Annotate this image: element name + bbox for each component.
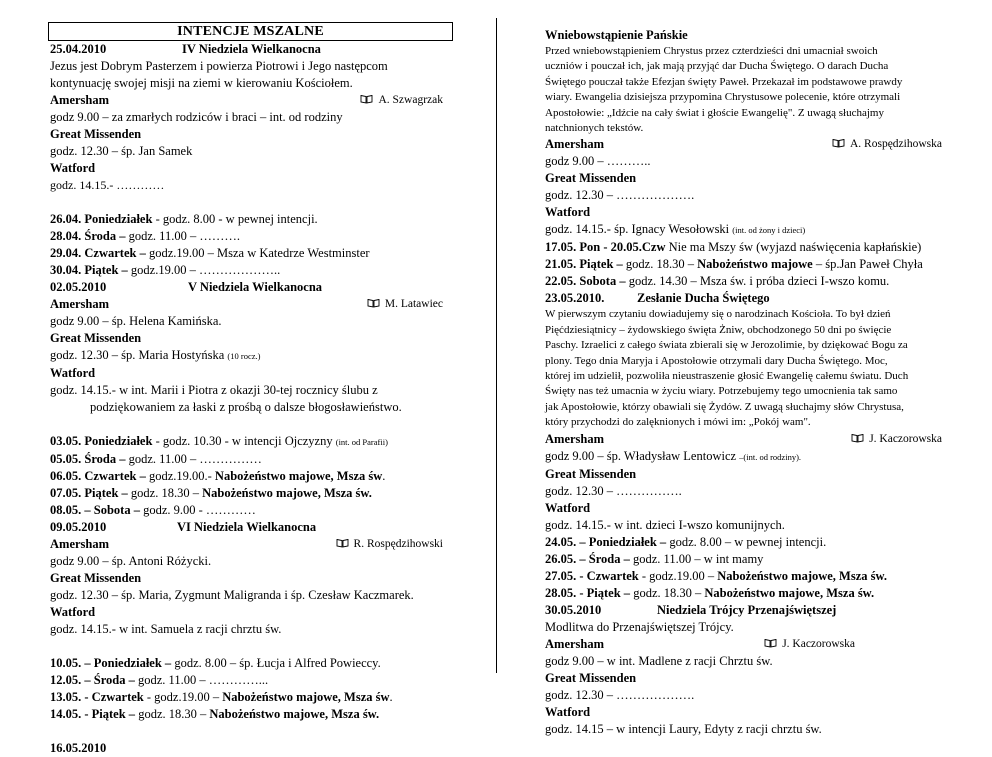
parish-name: Amersham	[50, 537, 110, 551]
weekday-row: 13.05. - Czwartek - godz.19.00 – Nabożeństwo majowe, Msza św.	[50, 690, 393, 704]
parish-name: Amersham	[50, 93, 110, 107]
column-divider	[496, 18, 497, 673]
weekday-row: 24.05. – Poniedziałek – godz. 8.00 – w pewnej intencji.	[545, 534, 827, 549]
mass-intention: godz. 14.15.- śp. Ignacy Wesołowski (int. od żony i dzieci)	[545, 222, 806, 237]
reading-text: kontynuację swojej misji na ziemi w kierowaniu Kościołem.	[50, 76, 353, 90]
reader-name: A. Szwagrzak	[360, 92, 443, 109]
mass-intention: godz. 14.15.- w int. Marii i Piotra z okazji 30-tej rocznicy ślubu z	[50, 383, 378, 397]
sunday-date: 16.05.2010	[50, 741, 107, 755]
weekday-row: 21.05. Piątek – godz. 18.30 – Nabożeństwo majowe – śp.Jan Paweł Chyła	[545, 257, 923, 272]
parish-name: Great Missenden	[545, 171, 637, 186]
weekday-row: 26.05. – Środa – godz. 11.00 – w int mamy	[545, 551, 764, 566]
sunday-name: Zesłanie Ducha Świętego	[637, 291, 770, 306]
mass-intention: godz. 14.15.- …………	[50, 178, 165, 192]
book-icon	[336, 538, 349, 548]
mass-intention: godz 9.00 – śp. Helena Kamińska.	[50, 314, 222, 328]
mass-intention: godz. 14.15 – w intencji Laury, Edyty z racji chrztu św.	[545, 721, 822, 736]
mass-intention: godz. 12.30 – śp. Maria, Zygmunt Maligranda i śp. Czesław Kaczmarek.	[50, 588, 414, 602]
sunday-name: VI Niedziela Wielkanocna	[177, 520, 317, 534]
mass-intention: godz 9.00 – śp. Władysław Lentowicz –(int. od rodziny).	[545, 448, 802, 463]
weekday-row: 05.05. Środa – godz. 11.00 – ……………	[50, 452, 262, 466]
sunday-date: 23.05.2010.	[545, 291, 605, 306]
left-column	[50, 22, 455, 757]
weekday-row: 14.05. - Piątek – godz. 18.30 – Nabożeństwo majowe, Msza św.	[50, 707, 380, 721]
sunday-header	[50, 519, 455, 536]
parish-row	[50, 92, 455, 109]
reader-name: J. Kaczorowska	[851, 431, 942, 448]
sunday-header	[50, 41, 455, 58]
parish-row	[50, 296, 455, 313]
mass-intention: godz. 12.30 – śp. Jan Samek	[50, 144, 193, 158]
mass-intention: godz. 14.15.- w int. dzieci I-wszo komunijnych.	[545, 517, 785, 532]
mass-intention: godz 9.00 – w int. Madlene z racji Chrztu św.	[545, 653, 773, 668]
sunday-date: 30.05.2010	[545, 602, 602, 617]
parish-name: Great Missenden	[50, 331, 142, 345]
weekday-row: 12.05. – Środa – godz. 11.00 – …………...	[50, 673, 269, 687]
reading-paragraph: Przed wniebowstąpieniem Chrystus przez czterdzieści dni umacniał swoich uczniów i pouczał ich, jak mają przyjąć dar Ducha Świętego. O darach Ducha Świętego pouczał także Efezjan święty Paweł. Przekazał im podstawowe prawdy wiary. Ewangelia dzisiejsza przypomina Chrystusowe polecenie, które otrzymali Apostołowie: „Idźcie na cały świat i głoście Ewangelię". Z uwagą słuchajmy natchnionych tekstów.	[545, 45, 903, 135]
book-icon	[832, 138, 845, 148]
parish-name: Amersham	[50, 297, 110, 311]
reading-paragraph: W pierwszym czytaniu dowiadujemy się o narodzinach Kościoła. To był dzień Pięćdziesiątnicy – żydowskiego święta Żniw, obchodzonego 50 dni po święcie Paschy. Izraelici z całego świata zbierali się w Jerozolimie, by dziękować Bogu za plony. Tego dnia Maryja i Apostołowie otrzymali dary Ducha Świętego. Moc, której im udzielił, pozwoliła nieustraszenie głosić Ewangelię całemu światu. Duch Święty nas też umacnia w życiu wiary. Potrzebujemy tego umocnienia tak samo jak Apostołowie, którzy obawiali się Żydów. Z uwagą słuchajmy słów Chrystusa, który przychodzi do zalęknionych i mówi im: „Pokój wam".	[545, 308, 909, 429]
weekday-row: 03.05. Poniedziałek - godz. 10.30 - w intencji Ojczyzny (int. od Parafii)	[50, 434, 388, 448]
mass-intention: godz 9.00 – śp. Antoni Różycki.	[50, 554, 212, 568]
mass-intention: godz. 12.30 – śp. Maria Hostyńska (10 rocz.)	[50, 348, 261, 362]
book-icon	[851, 433, 864, 443]
mass-intention: godz 9.00 – ………..	[545, 154, 651, 169]
reader-name: J. Kaczorowska	[764, 636, 855, 653]
parish-name: Watford	[50, 605, 96, 619]
book-icon	[360, 94, 373, 104]
parish-row	[50, 536, 455, 553]
parish-name: Great Missenden	[545, 466, 637, 481]
parish-row	[545, 431, 950, 448]
weekday-row: 28.04. Środa – godz. 11.00 – ……….	[50, 229, 240, 243]
book-icon	[764, 638, 777, 648]
mass-intention: godz. 14.15.- w int. Samuela z racji chrztu św.	[50, 622, 282, 636]
sunday-header	[545, 290, 950, 307]
weekday-row: 30.04. Piątek – godz.19.00 – ………………..	[50, 263, 281, 277]
weekday-row: 26.04. Poniedziałek - godz. 8.00 - w pewnej intencji.	[50, 212, 318, 226]
weekday-row: 29.04. Czwartek – godz.19.00 – Msza w Katedrze Westminster	[50, 246, 370, 260]
parish-name: Amersham	[545, 137, 605, 152]
book-icon	[367, 298, 380, 308]
sunday-name: V Niedziela Wielkanocna	[188, 280, 323, 294]
weekday-row: 08.05. – Sobota – godz. 9.00 - …………	[50, 503, 256, 517]
parish-name: Watford	[545, 704, 591, 719]
weekday-row: 22.05. Sobota – godz. 14.30 – Msza św. i próba dzieci I-wszo komu.	[545, 274, 890, 289]
parish-name: Amersham	[545, 636, 605, 651]
reading-text: Modlitwa do Przenajświętszej Trójcy.	[545, 619, 734, 634]
page-title: INTENCJE MSZALNE	[48, 22, 453, 41]
weekday-row: 17.05. Pon - 20.05.Czw Nie ma Mszy św (wyjazd naświęcenia kapłańskie)	[545, 240, 922, 255]
sunday-date: 02.05.2010	[50, 280, 107, 294]
weekday-row: 07.05. Piątek – godz. 18.30 – Nabożeństwo majowe, Msza św.	[50, 486, 372, 500]
sunday-name: Niedziela Trójcy Przenajświętszej	[657, 602, 837, 617]
mass-intention: godz. 12.30 – ……………….	[545, 188, 695, 203]
sunday-date: 09.05.2010	[50, 520, 107, 534]
parish-row	[545, 136, 950, 153]
mass-intention: godz. 12.30 – …………….	[545, 483, 682, 498]
parish-name: Great Missenden	[50, 127, 142, 141]
sunday-date: 25.04.2010	[50, 42, 107, 56]
parish-name: Great Missenden	[545, 670, 637, 685]
reading-text: Jezus jest Dobrym Pasterzem i powierza Piotrowi i Jego następcom	[50, 59, 388, 73]
sunday-name: IV Niedziela Wielkanocna	[182, 42, 321, 56]
parish-name: Watford	[545, 500, 591, 515]
right-column	[545, 27, 950, 738]
mass-intention: podziękowaniem za łaski z prośbą o dalsze błogosławieństwo.	[90, 400, 402, 414]
parish-name: Watford	[545, 205, 591, 220]
reader-name: R. Rospędzihowski	[336, 536, 443, 553]
mass-intention: godz 9.00 – za zmarłych rodziców i braci – int. od rodziny	[50, 110, 343, 124]
parish-name: Great Missenden	[50, 571, 142, 585]
sunday-header	[545, 602, 950, 619]
weekday-row: 27.05. - Czwartek - godz.19.00 – Nabożeństwo majowe, Msza św.	[545, 568, 887, 583]
parish-name: Watford	[50, 161, 96, 175]
weekday-row: 28.05. - Piątek – godz. 18.30 – Nabożeństwo majowe, Msza św.	[545, 585, 875, 600]
reader-name: A. Rospędzihowska	[832, 136, 942, 153]
parish-name: Amersham	[545, 431, 605, 446]
reader-name: M. Latawiec	[367, 296, 443, 313]
sunday-header	[50, 279, 455, 296]
parish-row	[545, 636, 950, 653]
parish-name: Watford	[50, 366, 96, 380]
weekday-row: 06.05. Czwartek – godz.19.00.- Nabożeństwo majowe, Msza św.	[50, 469, 386, 483]
sunday-name: Wniebowstąpienie Pańskie	[545, 28, 688, 42]
weekday-row: 10.05. – Poniedziałek – godz. 8.00 – śp. Łucja i Alfred Powieccy.	[50, 656, 381, 670]
mass-intention: godz. 12.30 – ……………….	[545, 687, 695, 702]
